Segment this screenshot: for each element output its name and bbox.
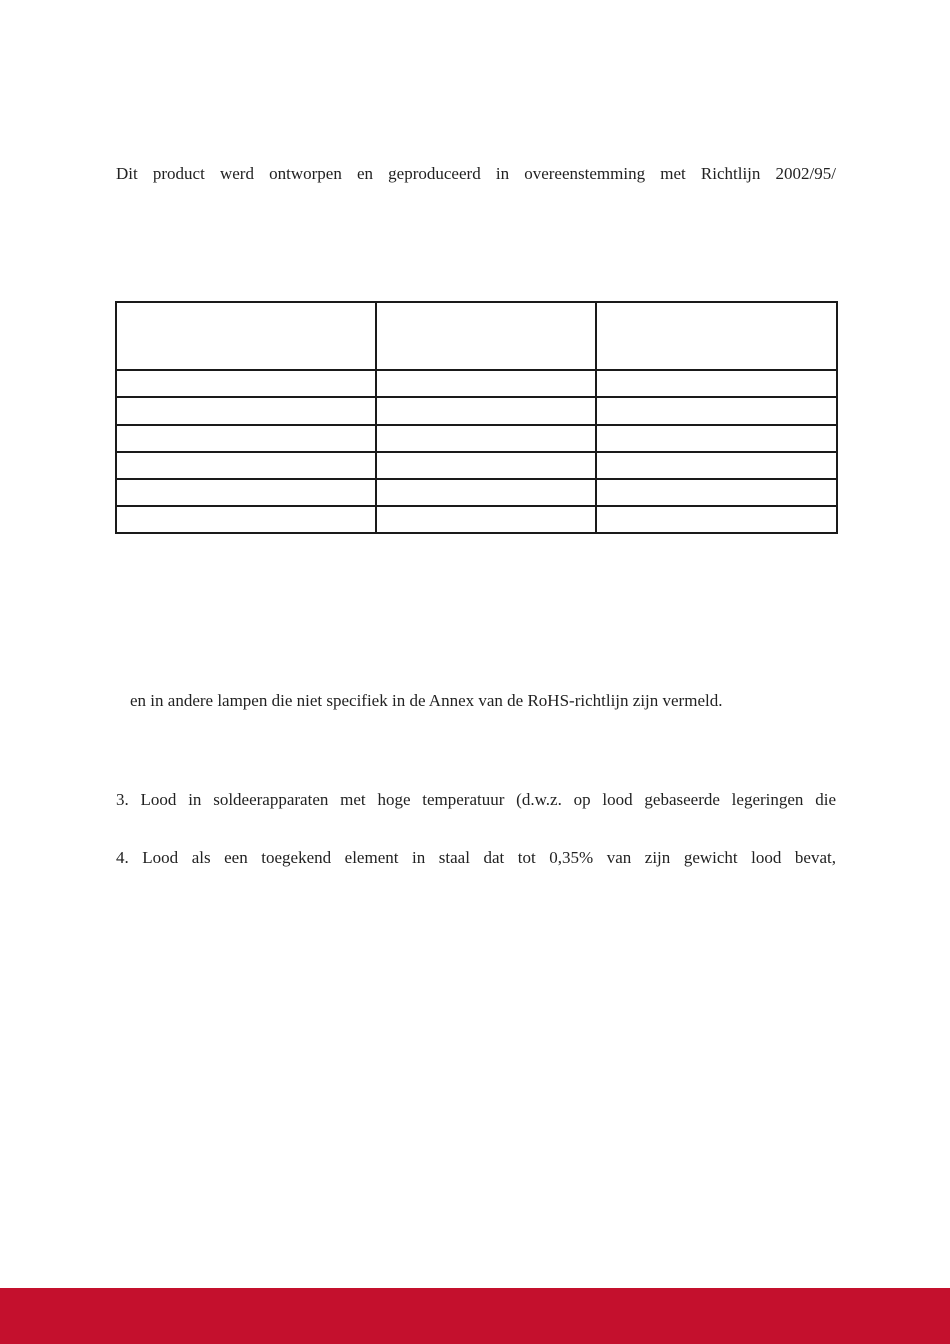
table-cell xyxy=(376,506,596,533)
table-cell xyxy=(116,506,376,533)
table-cell xyxy=(116,452,376,479)
table-cell xyxy=(376,397,596,424)
table-header-cell xyxy=(116,302,376,370)
table-row xyxy=(116,370,837,397)
exemption-item-3: 3. Lood in soldeerapparaten met hoge temperatuur (d.w.z. op lood gebaseerde legeringen die xyxy=(116,790,836,809)
table-cell xyxy=(116,425,376,452)
table-row xyxy=(116,506,837,533)
table-cell xyxy=(596,425,837,452)
table-row xyxy=(116,452,837,479)
table-cell xyxy=(596,370,837,397)
substance-table xyxy=(115,301,836,534)
table-cell xyxy=(596,479,837,506)
table-cell xyxy=(116,397,376,424)
table-cell xyxy=(116,479,376,506)
table-header-cell xyxy=(596,302,837,370)
footer-bar xyxy=(0,1288,950,1344)
table-cell xyxy=(116,370,376,397)
table-cell xyxy=(596,452,837,479)
table-cell xyxy=(596,506,837,533)
table-header-row xyxy=(116,302,837,370)
substance-table-grid xyxy=(115,301,838,534)
exemption-note: en in andere lampen die niet specifiek in de Annex van de RoHS-richtlijn zijn vermeld. xyxy=(130,691,723,710)
exemption-item-4: 4. Lood als een toegekend element in staal dat tot 0,35% van zijn gewicht lood bevat, xyxy=(116,848,836,867)
table-cell xyxy=(376,370,596,397)
table-cell xyxy=(376,479,596,506)
table-row xyxy=(116,425,837,452)
table-cell xyxy=(376,452,596,479)
table-row xyxy=(116,479,837,506)
table-cell xyxy=(376,425,596,452)
intro-paragraph: Dit product werd ontworpen en geproduceerd in overeenstemming met Richtlijn 2002/95/ xyxy=(116,164,836,183)
table-row xyxy=(116,397,837,424)
table-cell xyxy=(596,397,837,424)
table-header-cell xyxy=(376,302,596,370)
